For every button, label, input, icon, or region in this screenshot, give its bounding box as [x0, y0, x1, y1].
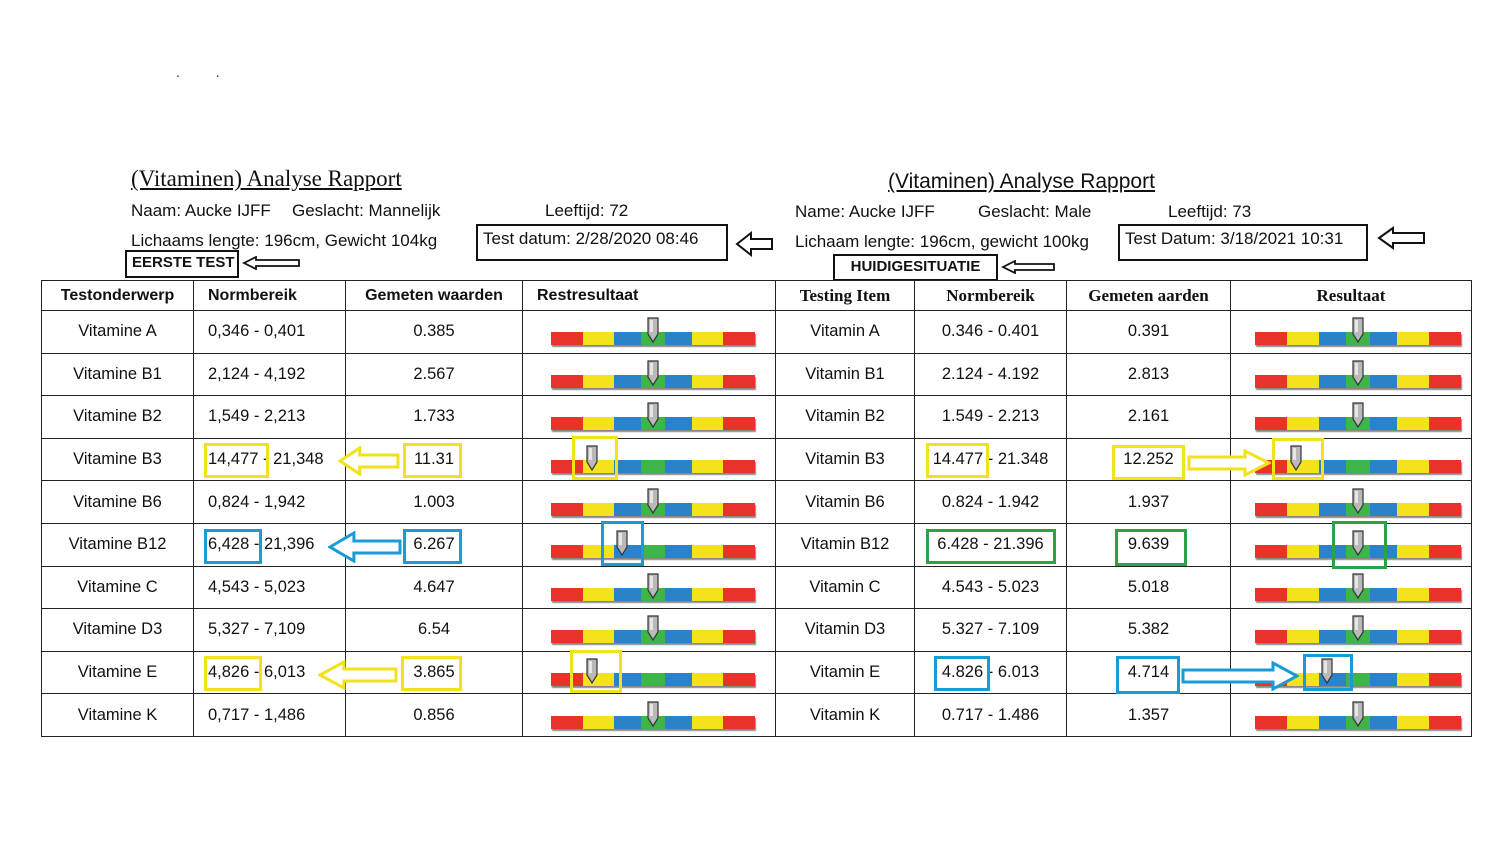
item-cell: Vitamin D3	[776, 609, 915, 652]
right-patient-name: Name: Aucke IJFF	[795, 202, 935, 221]
value-cell: 0.385	[346, 311, 523, 354]
value-cell: 1.733	[346, 396, 523, 439]
item-cell: Vitamine B6	[42, 481, 194, 524]
result-gauge-cell	[523, 311, 776, 354]
scan-artifact-dots: . .	[176, 64, 236, 80]
left-test-tag: EERSTE TEST	[125, 250, 239, 278]
right-age: Leeftijd: 73	[1168, 202, 1252, 221]
right-gender: Geslacht: Male	[978, 202, 1092, 221]
col-header-norm: Normbereik	[194, 281, 346, 311]
table-header-row	[42, 281, 776, 311]
result-pointer-icon	[647, 360, 659, 386]
norm-cell: 14.477 - 21.348	[915, 438, 1067, 481]
norm-cell: 2.124 - 4.192	[915, 353, 1067, 396]
right-date-arrow-icon	[1377, 226, 1427, 250]
left-report-title: (Vitaminen) Analyse Rapport	[131, 166, 402, 191]
result-gauge-cell	[1231, 311, 1472, 354]
table-header-row	[776, 281, 1472, 311]
norm-cell: 4.543 - 5.023	[915, 566, 1067, 609]
item-cell: Vitamin B12	[776, 523, 915, 566]
right-report-title: (Vitaminen) Analyse Rapport	[888, 170, 1155, 193]
result-gauge-cell	[523, 353, 776, 396]
norm-cell: 14,477 - 21,348	[194, 438, 346, 481]
result-pointer-icon	[1352, 488, 1364, 514]
right-test-date: Test Datum: 3/18/2021 10:31	[1118, 224, 1368, 261]
highlight-left-b3-value	[403, 443, 462, 478]
value-cell: 0.856	[346, 694, 523, 737]
highlight-left-b3-norm	[204, 443, 269, 478]
table-row	[776, 311, 1472, 354]
highlight-right-b12-norm	[926, 529, 1056, 564]
norm-cell: 1,549 - 2,213	[194, 396, 346, 439]
arrow-left-b3-icon	[338, 446, 400, 476]
value-cell: 2.567	[346, 353, 523, 396]
highlight-right-b12-pointer	[1332, 521, 1387, 569]
item-cell: Vitamine D3	[42, 609, 194, 652]
arrow-right-e-icon	[1181, 661, 1299, 691]
item-cell: Vitamine B1	[42, 353, 194, 396]
result-gauge-cell	[523, 396, 776, 439]
result-pointer-icon	[1352, 701, 1364, 727]
table-row	[42, 311, 776, 354]
col-header-value: Gemeten aarden	[1067, 281, 1231, 311]
value-cell: 1.003	[346, 481, 523, 524]
result-pointer-icon	[1352, 573, 1364, 599]
arrow-left-e-icon	[318, 660, 398, 690]
result-pointer-icon	[647, 573, 659, 599]
result-gauge-cell	[523, 609, 776, 652]
table-row	[42, 566, 776, 609]
table-row	[42, 609, 776, 652]
item-cell: Vitamine K	[42, 694, 194, 737]
item-cell: Vitamin E	[776, 651, 915, 694]
value-cell: 1.937	[1067, 481, 1231, 524]
value-cell: 12.252	[1067, 438, 1231, 481]
table-row	[42, 481, 776, 524]
result-gauge-cell	[523, 694, 776, 737]
result-pointer-icon	[1352, 402, 1364, 428]
norm-cell: 1.549 - 2.213	[915, 396, 1067, 439]
item-cell: Vitamin C	[776, 566, 915, 609]
highlight-right-e-norm	[934, 656, 990, 691]
result-pointer-icon	[647, 317, 659, 343]
result-gauge-cell	[1231, 396, 1472, 439]
result-pointer-icon	[1352, 360, 1364, 386]
col-header-item: Testonderwerp	[42, 281, 194, 311]
highlight-left-e-norm	[204, 656, 262, 691]
left-gender: Geslacht: Mannelijk	[292, 201, 441, 220]
value-cell: 5.018	[1067, 566, 1231, 609]
value-cell: 5.382	[1067, 609, 1231, 652]
value-cell: 11.31	[346, 438, 523, 481]
result-pointer-icon	[647, 488, 659, 514]
item-cell: Vitamin B1	[776, 353, 915, 396]
result-gauge-cell	[1231, 566, 1472, 609]
result-gauge-cell	[523, 523, 776, 566]
highlight-left-e-value	[401, 656, 462, 691]
value-cell: 6.54	[346, 609, 523, 652]
result-pointer-icon	[647, 701, 659, 727]
highlight-left-b12-norm	[204, 529, 262, 564]
left-age: Leeftijd: 72	[545, 201, 629, 220]
norm-cell: 0,824 - 1,942	[194, 481, 346, 524]
left-patient-name: Naam: Aucke IJFF	[131, 201, 271, 220]
arrow-right-b3-icon	[1187, 449, 1271, 477]
value-cell: 6.267	[346, 523, 523, 566]
table-row	[42, 396, 776, 439]
norm-cell: 4.826 - 6.013	[915, 651, 1067, 694]
norm-cell: 4,543 - 5,023	[194, 566, 346, 609]
item-cell: Vitamin B2	[776, 396, 915, 439]
norm-cell: 0.824 - 1.942	[915, 481, 1067, 524]
table-row	[776, 396, 1472, 439]
value-cell: 2.813	[1067, 353, 1231, 396]
col-header-item: Testing Item	[776, 281, 915, 311]
col-header-value: Gemeten waarden	[346, 281, 523, 311]
result-gauge-cell	[1231, 353, 1472, 396]
highlight-left-b12-value	[403, 529, 462, 564]
item-cell: Vitamine E	[42, 651, 194, 694]
right-test-tag: HUIDIGESITUATIE	[833, 254, 998, 281]
result-gauge-cell	[1231, 609, 1472, 652]
col-header-result: Restresultaat	[523, 281, 776, 311]
item-cell: Vitamine B2	[42, 396, 194, 439]
table-row	[42, 694, 776, 737]
highlight-left-e-pointer	[570, 650, 622, 693]
norm-cell: 5,327 - 7,109	[194, 609, 346, 652]
left-test-date: Test datum: 2/28/2020 08:46	[476, 224, 728, 261]
highlight-right-b3-norm	[926, 443, 989, 478]
item-cell: Vitamine A	[42, 311, 194, 354]
norm-cell: 6.428 - 21.396	[915, 523, 1067, 566]
result-gauge-cell	[523, 481, 776, 524]
table-row	[42, 353, 776, 396]
norm-cell: 0,346 - 0,401	[194, 311, 346, 354]
value-cell: 1.357	[1067, 694, 1231, 737]
norm-cell: 0,717 - 1,486	[194, 694, 346, 737]
result-pointer-icon	[1352, 317, 1364, 343]
result-pointer-icon	[1352, 615, 1364, 641]
value-cell: 2.161	[1067, 396, 1231, 439]
highlight-right-b3-value	[1112, 445, 1185, 480]
item-cell: Vitamine C	[42, 566, 194, 609]
item-cell: Vitamin A	[776, 311, 915, 354]
item-cell: Vitamine B3	[42, 438, 194, 481]
result-gauge-cell	[1231, 481, 1472, 524]
item-cell: Vitamin B3	[776, 438, 915, 481]
right-tag-arrow-icon	[1001, 260, 1057, 274]
norm-cell: 4,826 - 6,013	[194, 651, 346, 694]
col-header-result: Resultaat	[1231, 281, 1472, 311]
left-date-arrow-icon	[735, 230, 775, 258]
value-cell: 3.865	[346, 651, 523, 694]
result-pointer-icon	[647, 402, 659, 428]
table-row	[776, 353, 1472, 396]
table-row	[776, 694, 1472, 737]
left-body-measurements: Lichaams lengte: 196cm, Gewicht 104kg	[131, 231, 438, 250]
result-gauge-cell	[523, 438, 776, 481]
right-body-measurements: Lichaam lengte: 196cm, gewicht 100kg	[795, 232, 1089, 251]
item-cell: Vitamin K	[776, 694, 915, 737]
result-gauge-cell	[523, 566, 776, 609]
highlight-right-e-pointer	[1303, 654, 1353, 691]
result-gauge-cell	[523, 651, 776, 694]
item-cell: Vitamine B12	[42, 523, 194, 566]
result-gauge-cell	[1231, 694, 1472, 737]
value-cell: 4.714	[1067, 651, 1231, 694]
value-cell: 0.391	[1067, 311, 1231, 354]
value-cell: 4.647	[346, 566, 523, 609]
highlight-right-b12-value	[1115, 529, 1187, 566]
norm-cell: 6,428 - 21,396	[194, 523, 346, 566]
highlight-right-e-value	[1116, 656, 1180, 694]
norm-cell: 2,124 - 4,192	[194, 353, 346, 396]
result-gauge-bar	[551, 545, 755, 558]
norm-cell: 5.327 - 7.109	[915, 609, 1067, 652]
norm-cell: 0.346 - 0.401	[915, 311, 1067, 354]
item-cell: Vitamin B6	[776, 481, 915, 524]
highlight-left-b3-pointer	[572, 436, 618, 480]
col-header-norm: Normbereik	[915, 281, 1067, 311]
highlight-right-b3-pointer	[1272, 438, 1324, 480]
value-cell: 9.639	[1067, 523, 1231, 566]
table-row	[776, 566, 1472, 609]
table-row	[776, 609, 1472, 652]
norm-cell: 0.717 - 1.486	[915, 694, 1067, 737]
table-row	[776, 481, 1472, 524]
arrow-left-b12-icon	[328, 531, 402, 563]
highlight-left-b12-pointer	[601, 521, 644, 566]
result-pointer-icon	[647, 615, 659, 641]
left-tag-arrow-icon	[242, 256, 302, 270]
